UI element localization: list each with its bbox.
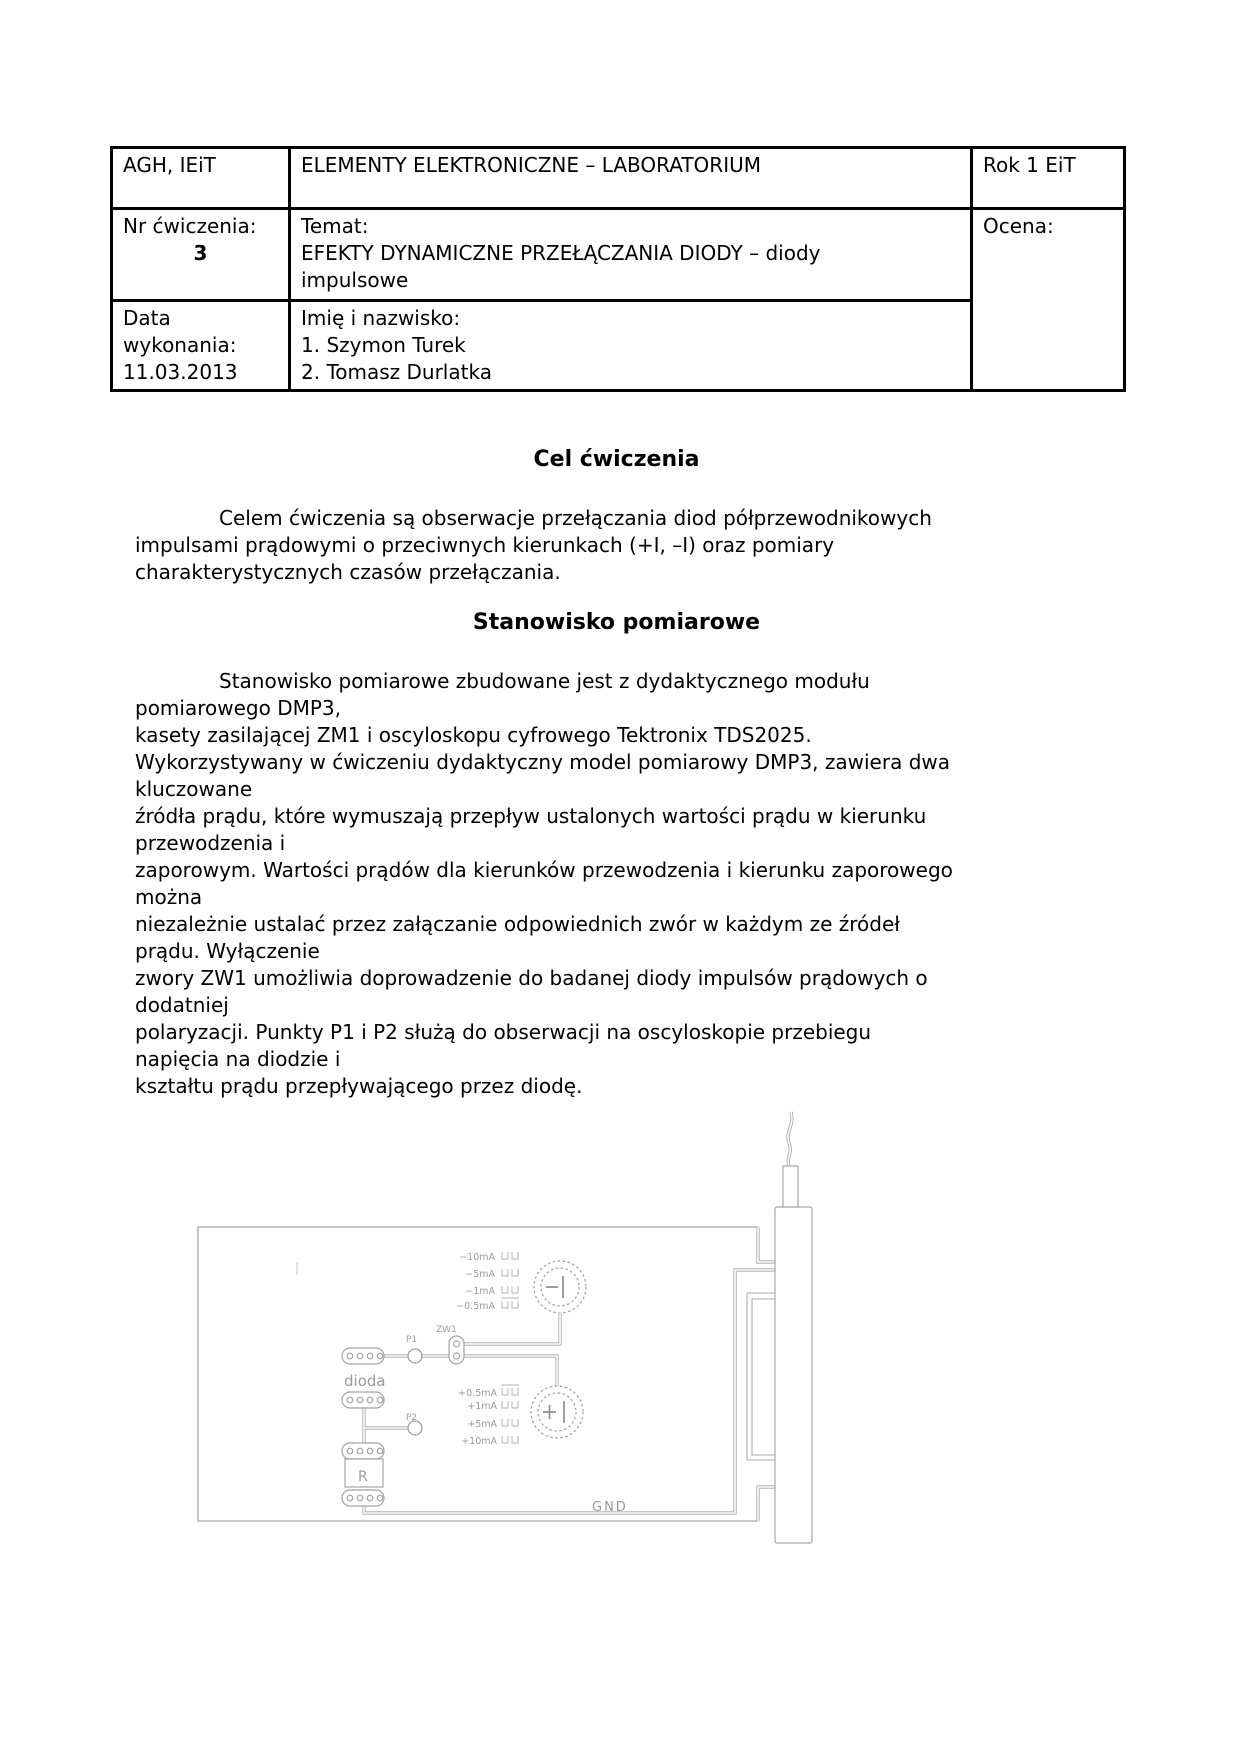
year-cell: Rok 1 EiT bbox=[972, 148, 1125, 209]
section-heading-cel-cwiczenia: Cel ćwiczenia bbox=[533, 447, 700, 472]
circuit-wires bbox=[364, 1112, 792, 1521]
probe-body bbox=[775, 1207, 812, 1543]
paragraph-line: napięcia na diodzie i bbox=[135, 1047, 341, 1071]
label-pos-10ma: +10mA bbox=[461, 1436, 497, 1447]
paragraph-line: zaporowym. Wartości prądów dla kierunków przewodzenia i kierunku zaporowego bbox=[135, 858, 953, 882]
paragraph-line: impulsami prądowymi o przeciwnych kierunkach (+I, –I) oraz pomiary bbox=[135, 533, 835, 557]
topic-label: Temat: bbox=[301, 214, 369, 238]
paragraph-line: źródła prądu, które wymuszają przepływ ustalonych wartości prądu w kierunku bbox=[135, 804, 927, 828]
label-p1: P1 bbox=[406, 1335, 418, 1345]
course-cell: ELEMENTY ELEKTRONICZNE – LABORATORIUM bbox=[290, 148, 972, 209]
exercise-label: Nr ćwiczenia: bbox=[123, 214, 257, 238]
label-gnd: GND bbox=[592, 1500, 628, 1515]
label-p2: P2 bbox=[406, 1413, 418, 1423]
paragraph-line: Celem ćwiczenia są obserwacje przełączania diod półprzewodnikowych bbox=[219, 506, 932, 530]
label-r: R bbox=[358, 1469, 368, 1485]
date-label1: Data bbox=[123, 306, 171, 330]
neg-current-source bbox=[534, 1261, 586, 1313]
label-neg-1ma: −1mA bbox=[465, 1286, 495, 1297]
date-value: 11.03.2013 bbox=[123, 360, 238, 384]
paragraph-line: przewodzenia i bbox=[135, 831, 286, 855]
paragraph-line: Stanowisko pomiarowe zbudowane jest z dydaktycznego modułu bbox=[219, 669, 870, 693]
names-label: Imię i nazwisko: bbox=[301, 306, 461, 330]
paragraph-line: kluczowane bbox=[135, 777, 253, 801]
paragraph-line: kształtu prądu przepływającego przez diodę. bbox=[135, 1074, 583, 1098]
pos-current-source bbox=[531, 1386, 583, 1438]
paragraph-line: zwory ZW1 umożliwia doprowadzenie do badanej diody impulsów prądowych o bbox=[135, 966, 928, 990]
label-neg-5ma: −5mA bbox=[465, 1269, 495, 1280]
org-cell: AGH, IEiT bbox=[112, 148, 290, 209]
test-point-p1 bbox=[408, 1349, 422, 1363]
label-zw1: ZW1 bbox=[436, 1325, 457, 1335]
paragraph-line: można bbox=[135, 885, 203, 909]
section-heading-stanowisko: Stanowisko pomiarowe bbox=[472, 610, 761, 635]
paragraph-line: dodatniej bbox=[135, 993, 229, 1017]
paragraph-line: polaryzacji. Punkty P1 i P2 służą do obserwacji na oscyloskopie przebiegu bbox=[135, 1020, 872, 1044]
paragraph-line: kasety zasilającej ZM1 i oscyloskopu cyfrowego Tektronix TDS2025. bbox=[135, 723, 812, 747]
date-label2: wykonania: bbox=[123, 333, 237, 357]
paragraph-line: prądu. Wyłączenie bbox=[135, 939, 320, 963]
label-pos-05ma: +0.5mA bbox=[458, 1388, 497, 1399]
probe-ferrule bbox=[783, 1166, 798, 1207]
current-tap-switches bbox=[501, 1252, 519, 1443]
label-neg-10ma: −10mA bbox=[459, 1252, 495, 1263]
exercise-number: 3 bbox=[193, 241, 208, 265]
paragraph-line: Wykorzystywany w ćwiczeniu dydaktyczny model pomiarowy DMP3, zawiera dwa bbox=[135, 750, 950, 774]
grade-cell: Ocena: bbox=[972, 209, 1125, 391]
label-pos-5ma: +5mA bbox=[467, 1419, 497, 1430]
paragraph-line: niezależnie ustalać przez załączanie odpowiednich zwór w każdym ze źródeł bbox=[135, 912, 900, 936]
label-neg-05ma: −0.5mA bbox=[456, 1301, 495, 1312]
paragraph-line: charakterystycznych czasów przełączania. bbox=[135, 560, 561, 584]
test-point-p2 bbox=[408, 1421, 422, 1435]
label-pos-1ma: +1mA bbox=[467, 1401, 497, 1412]
topic-line2: impulsowe bbox=[301, 268, 409, 292]
student-name-2: 2. Tomasz Durlatka bbox=[301, 360, 492, 384]
edge-connector-brackets bbox=[747, 1293, 775, 1460]
student-name-1: 1. Szymon Turek bbox=[301, 333, 466, 357]
paragraph-line: pomiarowego DMP3, bbox=[135, 696, 341, 720]
label-dioda: dioda bbox=[344, 1372, 386, 1390]
topic-line1: EFEKTY DYNAMICZNE PRZEŁĄCZANIA DIODY – diody bbox=[301, 241, 821, 265]
oscilloscope-probe bbox=[775, 1166, 812, 1543]
jumper-zw1 bbox=[449, 1336, 464, 1364]
